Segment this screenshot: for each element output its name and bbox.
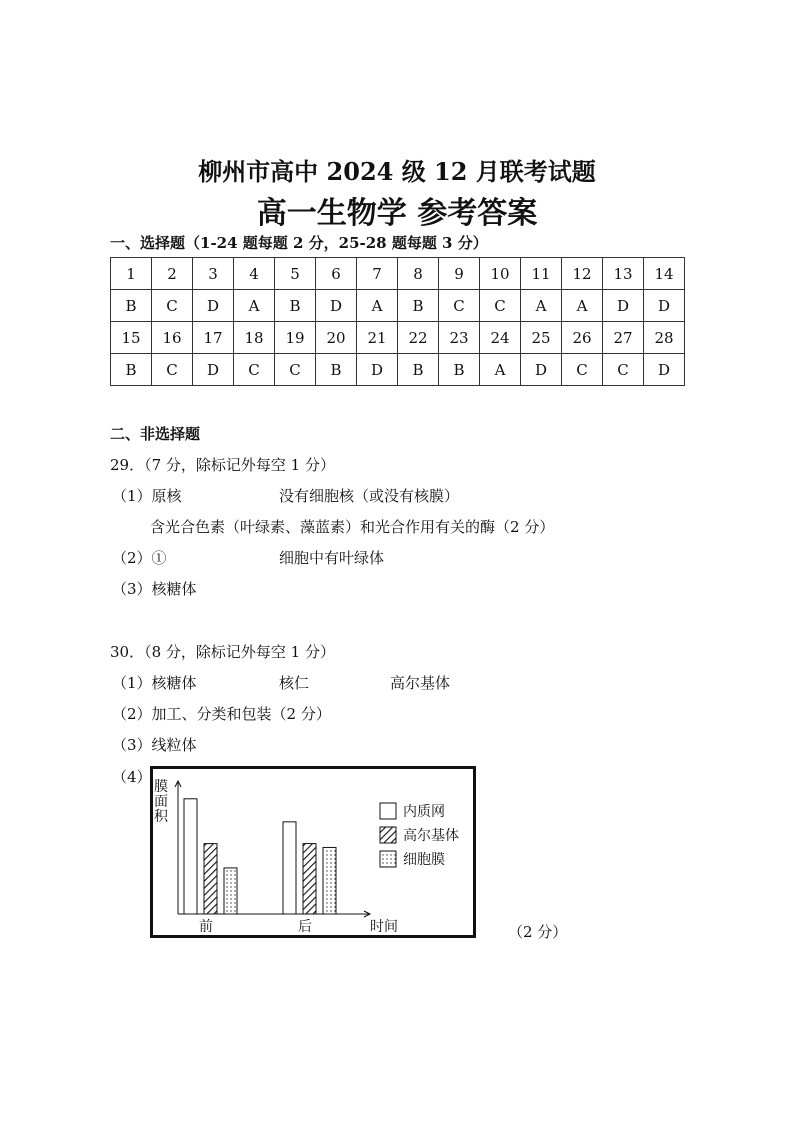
table-cell: 28 bbox=[644, 322, 685, 354]
table-cell: 1 bbox=[111, 258, 152, 290]
q29-answer3-label: （3）核糖体 bbox=[112, 580, 197, 598]
table-cell: 12 bbox=[562, 258, 603, 290]
table-cell: 24 bbox=[480, 322, 521, 354]
table-cell: A bbox=[480, 354, 521, 386]
table-cell: D bbox=[603, 290, 644, 322]
table-cell: D bbox=[357, 354, 398, 386]
bar bbox=[204, 844, 217, 914]
legend-swatch bbox=[380, 803, 396, 819]
q30-header: 30．（8 分，除标记外每空 1 分） bbox=[110, 643, 335, 661]
table-cell: 16 bbox=[152, 322, 193, 354]
table-cell: 8 bbox=[398, 258, 439, 290]
x-axis-label: 时间 bbox=[370, 919, 398, 935]
section-choice-heading: 一、选择题（1-24 题每题 2 分，25-28 题每题 3 分） bbox=[110, 234, 488, 252]
q29-answer2-b: 细胞中有叶绿体 bbox=[279, 549, 385, 567]
q29-answer1-label: （1）原核 bbox=[112, 487, 182, 505]
table-row-question-numbers bbox=[111, 322, 685, 354]
table-cell: B bbox=[439, 354, 480, 386]
q29-header: 29．（7 分，除标记外每空 1 分） bbox=[110, 456, 335, 474]
legend-label: 内质网 bbox=[403, 804, 445, 820]
q29-answer1-c: 含光合色素（叶绿素、藻蓝素）和光合作用有关的酶（2 分） bbox=[150, 518, 555, 536]
bar bbox=[283, 822, 296, 914]
q29-answer2-label: （2）① bbox=[112, 549, 167, 567]
table-cell: 21 bbox=[357, 322, 398, 354]
q30-answer4-label: （4） bbox=[112, 768, 152, 786]
exam-title: 柳州市高中 2024 级 12 月联考试题 bbox=[198, 157, 596, 186]
table-cell: A bbox=[357, 290, 398, 322]
legend-swatch bbox=[380, 851, 396, 867]
table-cell: 26 bbox=[562, 322, 603, 354]
q29-answer1-b: 没有细胞核（或没有核膜） bbox=[279, 487, 460, 505]
table-cell: C bbox=[562, 354, 603, 386]
table-cell: 22 bbox=[398, 322, 439, 354]
table-cell: D bbox=[193, 290, 234, 322]
x-tick-label: 后 bbox=[298, 919, 312, 935]
table-cell: 2 bbox=[152, 258, 193, 290]
table-cell: D bbox=[644, 354, 685, 386]
bar bbox=[184, 799, 197, 914]
table-cell: 11 bbox=[521, 258, 562, 290]
legend-label: 高尔基体 bbox=[403, 828, 459, 844]
q30-answer3-label: （3）线粒体 bbox=[112, 736, 197, 754]
bar bbox=[224, 868, 237, 914]
q30-answer4-score: （2 分） bbox=[508, 923, 568, 941]
table-cell: 14 bbox=[644, 258, 685, 290]
table-cell: A bbox=[234, 290, 275, 322]
table-cell: 25 bbox=[521, 322, 562, 354]
table-cell: C bbox=[234, 354, 275, 386]
membrane-area-chart-svg bbox=[153, 769, 473, 935]
table-cell: C bbox=[603, 354, 644, 386]
table-cell: 19 bbox=[275, 322, 316, 354]
table-row-answers bbox=[111, 354, 685, 386]
table-cell: 18 bbox=[234, 322, 275, 354]
q30-answer2-label: （2）加工、分类和包装（2 分） bbox=[112, 705, 331, 723]
table-cell: 4 bbox=[234, 258, 275, 290]
table-cell: C bbox=[152, 290, 193, 322]
table-cell: B bbox=[111, 290, 152, 322]
table-cell: B bbox=[398, 354, 439, 386]
bar bbox=[323, 847, 336, 914]
y-axis-label: 膜面积 bbox=[154, 779, 168, 825]
q30-answer1-c: 高尔基体 bbox=[390, 674, 451, 692]
table-cell: 17 bbox=[193, 322, 234, 354]
table-cell: B bbox=[316, 354, 357, 386]
table-cell: 6 bbox=[316, 258, 357, 290]
table-cell: 13 bbox=[603, 258, 644, 290]
table-cell: C bbox=[439, 290, 480, 322]
table-cell: 9 bbox=[439, 258, 480, 290]
bar bbox=[303, 844, 316, 914]
table-cell: 5 bbox=[275, 258, 316, 290]
legend-label: 细胞膜 bbox=[403, 852, 445, 868]
table-cell: 27 bbox=[603, 322, 644, 354]
membrane-area-chart bbox=[150, 766, 476, 938]
table-cell: B bbox=[275, 290, 316, 322]
table-cell: A bbox=[521, 290, 562, 322]
table-cell: 23 bbox=[439, 322, 480, 354]
table-cell: 20 bbox=[316, 322, 357, 354]
answer-table bbox=[110, 257, 685, 386]
table-cell: 7 bbox=[357, 258, 398, 290]
table-cell: D bbox=[193, 354, 234, 386]
table-cell: 3 bbox=[193, 258, 234, 290]
table-cell: 10 bbox=[480, 258, 521, 290]
table-cell: D bbox=[316, 290, 357, 322]
table-cell: D bbox=[521, 354, 562, 386]
table-cell: D bbox=[644, 290, 685, 322]
q30-answer1-label: （1）核糖体 bbox=[112, 674, 197, 692]
table-cell: 15 bbox=[111, 322, 152, 354]
legend-swatch bbox=[380, 827, 396, 843]
table-cell: B bbox=[111, 354, 152, 386]
section-nonchoice-heading: 二、非选择题 bbox=[110, 425, 201, 443]
table-row-answers bbox=[111, 290, 685, 322]
table-row-question-numbers bbox=[111, 258, 685, 290]
x-tick-label: 前 bbox=[199, 919, 213, 935]
table-cell: A bbox=[562, 290, 603, 322]
q30-answer1-b: 核仁 bbox=[279, 674, 310, 692]
table-cell: C bbox=[275, 354, 316, 386]
table-cell: C bbox=[480, 290, 521, 322]
table-cell: C bbox=[152, 354, 193, 386]
answer-key-title: 高一生物学 参考答案 bbox=[256, 196, 538, 231]
table-cell: B bbox=[398, 290, 439, 322]
